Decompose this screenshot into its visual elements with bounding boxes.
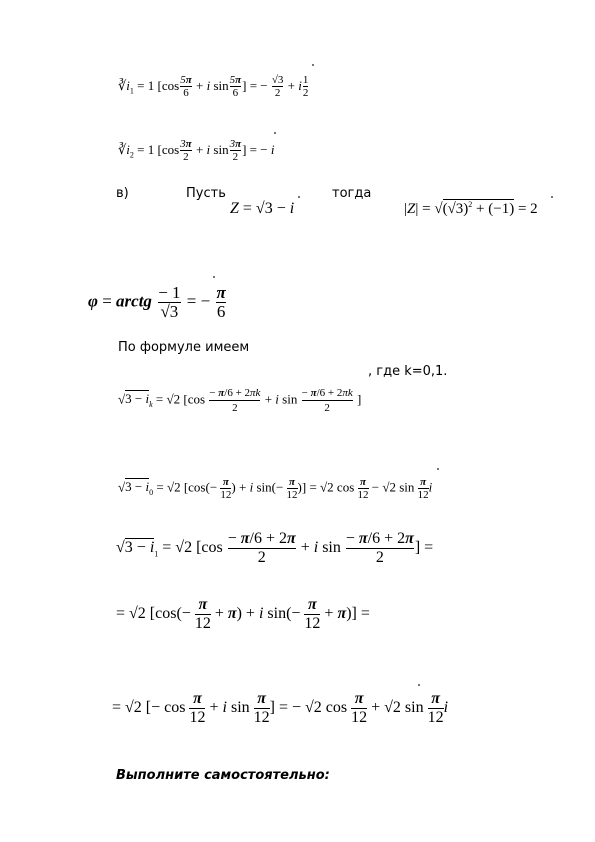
formula-root-0: $√3 - i_0 = √2$ [cos(− $\frac{\pi}{12}$ ) + i sin(− $\frac{\pi}{12}$ )] = √2 cos $\frac{\pi}{12}$ − √2 sin $\frac{\pi}{12}$ i <box>118 476 433 501</box>
formula-phi: φ = arctg $\frac{- 1}{√3}$ = − $\frac{\pi}{6}$ <box>88 283 226 321</box>
by-formula-text: По формуле имеем <box>118 340 250 355</box>
formula-root-general: $√3 - i_k = √2$ [cos $\frac{- \pi/6 + 2\pi k}{2}$ + i sin $\frac{- \pi/6 + 2\pi k}{2}$ ] <box>118 387 362 414</box>
item-label: в) <box>116 186 129 201</box>
formula-z-def: Z = √3 − i <box>230 200 295 217</box>
mark-dot <box>418 684 420 686</box>
mark-dot <box>298 196 300 198</box>
formula-root-w1-lhs: $∛i_1 = 1$ <box>118 78 158 96</box>
mark-dot <box>274 132 276 134</box>
where-k-text: , где k=0,1. <box>368 364 448 379</box>
formula-root-w1: $∛i_1 = 1$ [cos $\frac{5\pi}{6}$ + i sin $\frac{5\pi}{6}$ ] = − $\frac{√3}{2}$ + i $\frac{1}{2}$ <box>118 74 309 99</box>
formula-z-modulus: $|Z| = √(√3)^2 + (-1) = 2$ <box>404 200 538 217</box>
mark-dot <box>213 276 215 278</box>
formula-root-1-line3: = √2 [− cos $\frac{\pi}{12}$ + i sin $\frac{\pi}{12}$ ] = − √2 cos $\frac{\pi}{12}$ + √2 sin $\frac{\pi}{12}$ i <box>112 690 449 726</box>
formula-root-1-line1: $√3 - i_1 = √2$ [cos $\frac{- \pi/6 + 2\pi}{2}$ + i sin $\frac{- \pi/6 + 2\pi}{2}$ ] = <box>116 530 434 566</box>
mark-dot <box>312 64 314 66</box>
mark-dot <box>551 196 553 198</box>
let-word: Пусть <box>186 186 226 201</box>
formula-root-w2: $∛i_2 = 1$ [cos $\frac{3\pi}{2}$ + i sin $\frac{3\pi}{2}$ ] = − i <box>118 138 275 163</box>
exercise-heading: Выполните самостоятельно: <box>116 768 330 783</box>
mark-dot <box>437 468 439 470</box>
formula-root-1-line2: = √2 [cos(− $\frac{\pi}{12}$ + π) + i sin(− $\frac{\pi}{12}$ + π)] = <box>116 596 370 632</box>
then-word: тогда <box>332 186 372 201</box>
